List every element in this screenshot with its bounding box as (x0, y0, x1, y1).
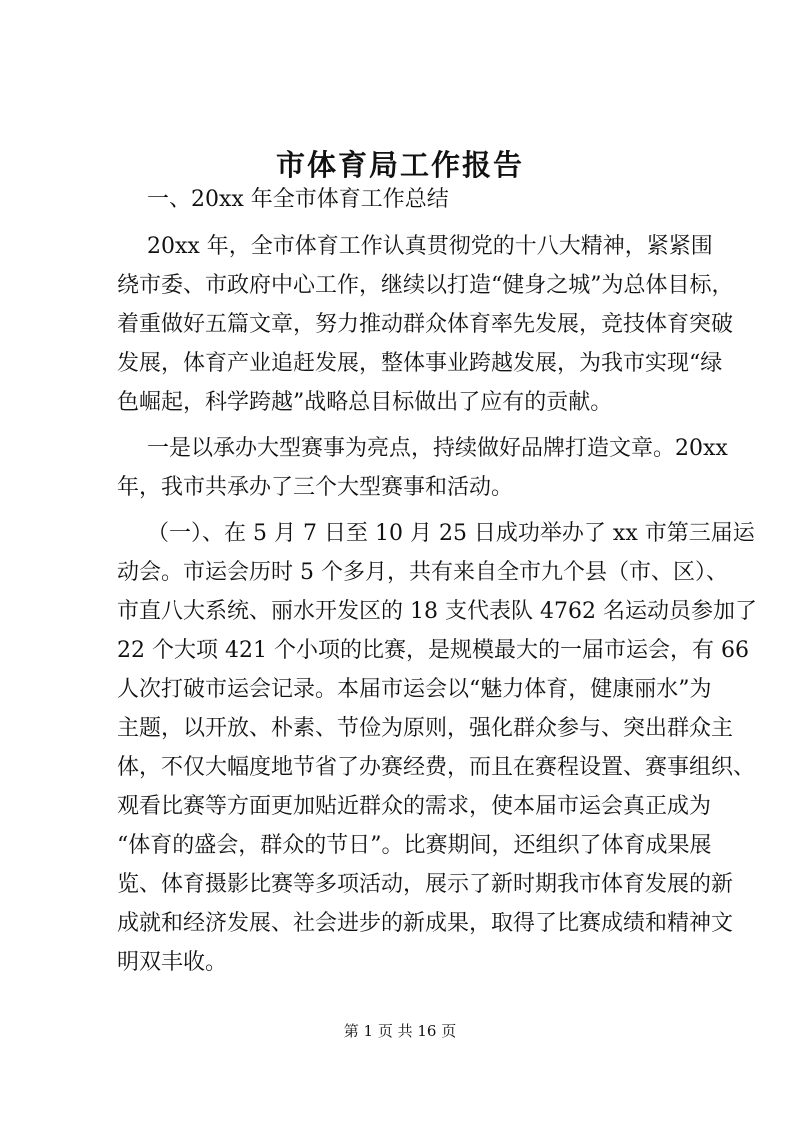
paragraph-line: 20xx 年，全市体育工作认真贯彻党的十八大精神，紧紧围 (147, 234, 713, 259)
page-number: 第 1 页 共 16 页 (343, 1022, 457, 1040)
paragraph-line: 一是以承办大型赛事为亮点，持续做好品牌打造文章。20xx (147, 436, 728, 461)
paragraph-line: 市直八大系统、丽水开发区的 18 支代表队 4762 名运动员参加了 (117, 599, 757, 624)
document-title: 市体育局工作报告 (275, 148, 524, 182)
paragraph-line: 体，不仅大幅度地节省了办赛经费，而且在赛程设置、赛事组织、 (117, 755, 756, 780)
paragraph-line: 人次打破市运会记录。本届市运会以“魅力体育，健康丽水”为 (117, 677, 712, 702)
paragraph-line: 年，我市共承办了三个大型赛事和活动。 (117, 475, 514, 500)
paragraph-line: 观看比赛等方面更加贴近群众的需求，使本届市运会真正成为 (117, 794, 712, 819)
paragraph-line: “体育的盛会，群众的节日”。比赛期间，还组织了体育成果展 (117, 833, 712, 858)
paragraph-line: 绕市委、市政府中心工作，继续以打造“健身之城”为总体目标， (117, 273, 734, 298)
paragraph-line: 22 个大项 421 个小项的比赛，是规模最大的一届市运会，有 66 (117, 638, 749, 663)
paragraph-line: 览、体育摄影比赛等多项活动，展示了新时期我市体育发展的新 (117, 872, 734, 897)
paragraph-line: （一）、在 5 月 7 日至 10 月 25 日成功举办了 xx 市第三届运 (147, 521, 755, 546)
paragraph-line: 成就和经济发展、社会进步的新成果，取得了比赛成绩和精神文 (117, 911, 734, 936)
paragraph-line: 色崛起，科学跨越”战略总目标做出了应有的贡献。 (117, 390, 613, 415)
paragraph-line: 动会。市运会历时 5 个多月，共有来自全市九个县（市、区）、 (117, 560, 728, 585)
paragraph-line: 着重做好五篇文章，努力推动群众体育率先发展，竞技体育突破 (117, 312, 734, 337)
paragraph-line: 明双丰收。 (117, 950, 228, 975)
section-heading: 一、20xx 年全市体育工作总结 (147, 187, 449, 212)
paragraph-line: 发展，体育产业追赶发展，整体事业跨越发展，为我市实现“绿 (117, 351, 723, 376)
paragraph-line: 主题，以开放、朴素、节俭为原则，强化群众参与、突出群众主 (117, 716, 734, 741)
